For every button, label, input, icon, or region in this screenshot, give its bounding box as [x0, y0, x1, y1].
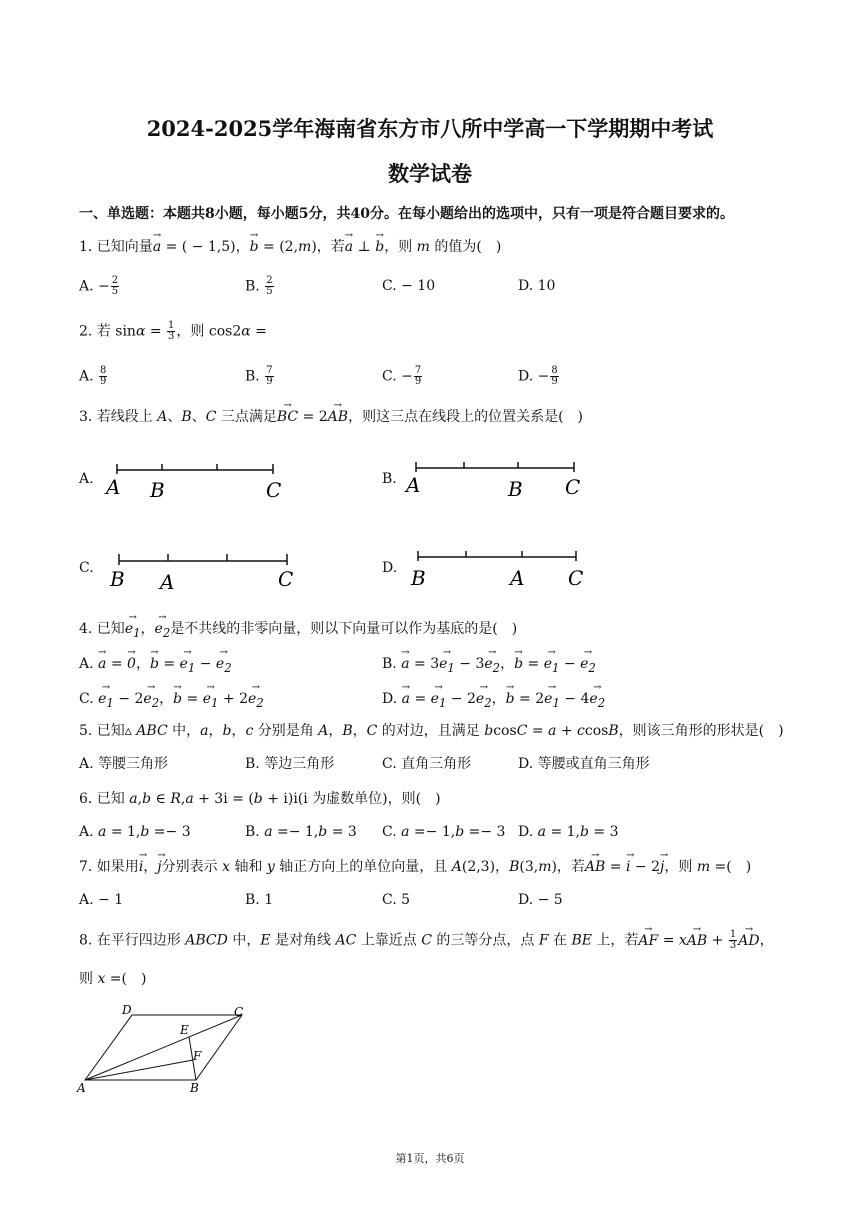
label-e: E: [180, 1023, 189, 1037]
question-8-stem-line2: 则 x =( ): [79, 971, 147, 987]
label-a: A: [77, 1081, 86, 1095]
question-3-option-a: A.: [79, 471, 94, 487]
question-5-option-c: C. 直角三角形: [382, 756, 472, 772]
page-subtitle: 数学试卷: [388, 161, 472, 186]
label-b: B: [508, 477, 523, 501]
label-c: C: [278, 567, 294, 591]
label-a: A: [106, 475, 121, 499]
parallelogram-figure: [72, 1000, 262, 1100]
label-f: F: [193, 1049, 202, 1063]
question-2-option-d: D. − $\frac{8}{9}$: [518, 365, 558, 387]
label-a: A: [406, 473, 421, 497]
question-3-option-c: C.: [79, 560, 94, 576]
segment-diagram-a: [100, 458, 300, 504]
question-4-stem: 4. 已知→ $e_1$，→ $e_2$是不共线的非零向量，则以下向量可以作为基底的是( ): [79, 620, 517, 642]
question-4-option-a: A. → a = → 0，→ b = → $e_1$ − → $e_2$: [79, 655, 232, 677]
segment-diagram-b: [398, 455, 598, 501]
segment-diagram-c: [100, 544, 310, 594]
question-1-option-d: D. 10: [518, 278, 556, 294]
page-title: 2024-2025学年海南省东方市八所中学高一下学期期中考试: [146, 116, 714, 141]
question-7-option-d: D. − 5: [518, 892, 563, 908]
question-7-option-b: B. 1: [245, 892, 274, 908]
question-5-option-a: A. 等腰三角形: [79, 756, 169, 772]
question-3-option-d: D.: [382, 560, 398, 576]
label-a: A: [160, 570, 175, 594]
question-4-option-d: D. → a = → $e_1 - 2\to e_2$，→ $b = 2\to e_1 - 4\to e_2$: [382, 690, 605, 712]
page-footer: 第1页，共6页: [395, 1152, 465, 1165]
label-a: A: [510, 566, 525, 590]
label-b: B: [190, 1081, 199, 1095]
label-b: B: [411, 566, 426, 590]
label-c: C: [565, 475, 581, 499]
label-d: D: [122, 1003, 132, 1017]
question-2-option-a: A. $\frac{8}{9}$: [79, 365, 107, 387]
question-2-stem: 2. 若 sinα = $\frac{1}{3}$ ，则 cos2α =: [79, 320, 267, 342]
question-3-option-b: B.: [382, 471, 397, 487]
question-2-option-c: C. − $\frac{7}{9}$: [382, 365, 422, 387]
question-3-stem: 3. 若线段上 A、B、C 三点满足→ BC = 2→ AB，则这三点在线段上的位置关系是( ): [79, 408, 583, 426]
question-6-option-c: C. a =− 1,b =− 3: [382, 824, 506, 840]
question-4-option-b: B. → $a = 3\to e_1 - 3\to e_2$，→ b = → $e_1$ − → $e_2$: [382, 655, 596, 677]
label-c: C: [234, 1005, 244, 1019]
question-8-stem: 8. 在平行四边形 ABCD 中，E 是对角线 AC 上靠近点 C 的三等分点，点 F 在 BE 上，若→ AF = x→ AB + $\frac{1}{3}$ → AD，: [79, 930, 774, 951]
question-4-option-c: C. → $e_1 - 2\to e_2$，→ b = → $e_1 + 2\to e_2$: [79, 690, 264, 712]
label-b: B: [150, 478, 165, 502]
section-heading: 一、单选题：本题共8小题，每小题5分，共40分。在每小题给出的选项中，只有一项是符合题目要求的。: [79, 206, 734, 222]
question-1-option-c: C. − 10: [382, 278, 436, 294]
question-6-option-b: B. a =− 1,b = 3: [245, 824, 357, 840]
question-6-stem: 6. 已知 a,b ∈ R,a + 3i = (b + i)i(i 为虚数单位)，则( ): [79, 791, 441, 807]
question-6-option-a: A. a = 1,b =− 3: [79, 824, 191, 840]
question-2-option-b: B. $\frac{7}{9}$: [245, 365, 273, 387]
question-1-option-a: A. − $\frac{2}{5}$: [79, 275, 119, 297]
label-c: C: [568, 566, 584, 590]
question-5-stem: 5. 已知▵ ABC 中，a，b，c 分别是角 A，B，C 的对边，且满足 bcosC = a + ccosB，则该三角形的形状是( ): [79, 723, 784, 739]
segment-diagram-d: [400, 545, 600, 591]
question-7-stem: 7. 如果用→ i，→ j分别表示 x 轴和 y 轴正方向上的单位向量，且 A(2,3)，B(3,m)，若→ AB = → i − 2→ j，则 m =( ): [79, 858, 751, 876]
question-7-option-a: A. − 1: [79, 892, 124, 908]
question-7-option-c: C. 5: [382, 892, 411, 908]
question-5-option-b: B. 等边三角形: [245, 756, 335, 772]
label-b: B: [110, 567, 125, 591]
question-1-stem: 1. 已知向量→ a = ( − 1,5)，→ b = (2,m)，若→ a ⊥ → b，则 m 的值为( ): [79, 238, 501, 256]
label-c: C: [266, 478, 282, 502]
question-1-option-b: B. $\frac{2}{5}$: [245, 275, 273, 297]
question-6-option-d: D. a = 1,b = 3: [518, 824, 619, 840]
question-5-option-d: D. 等腰或直角三角形: [518, 756, 650, 772]
